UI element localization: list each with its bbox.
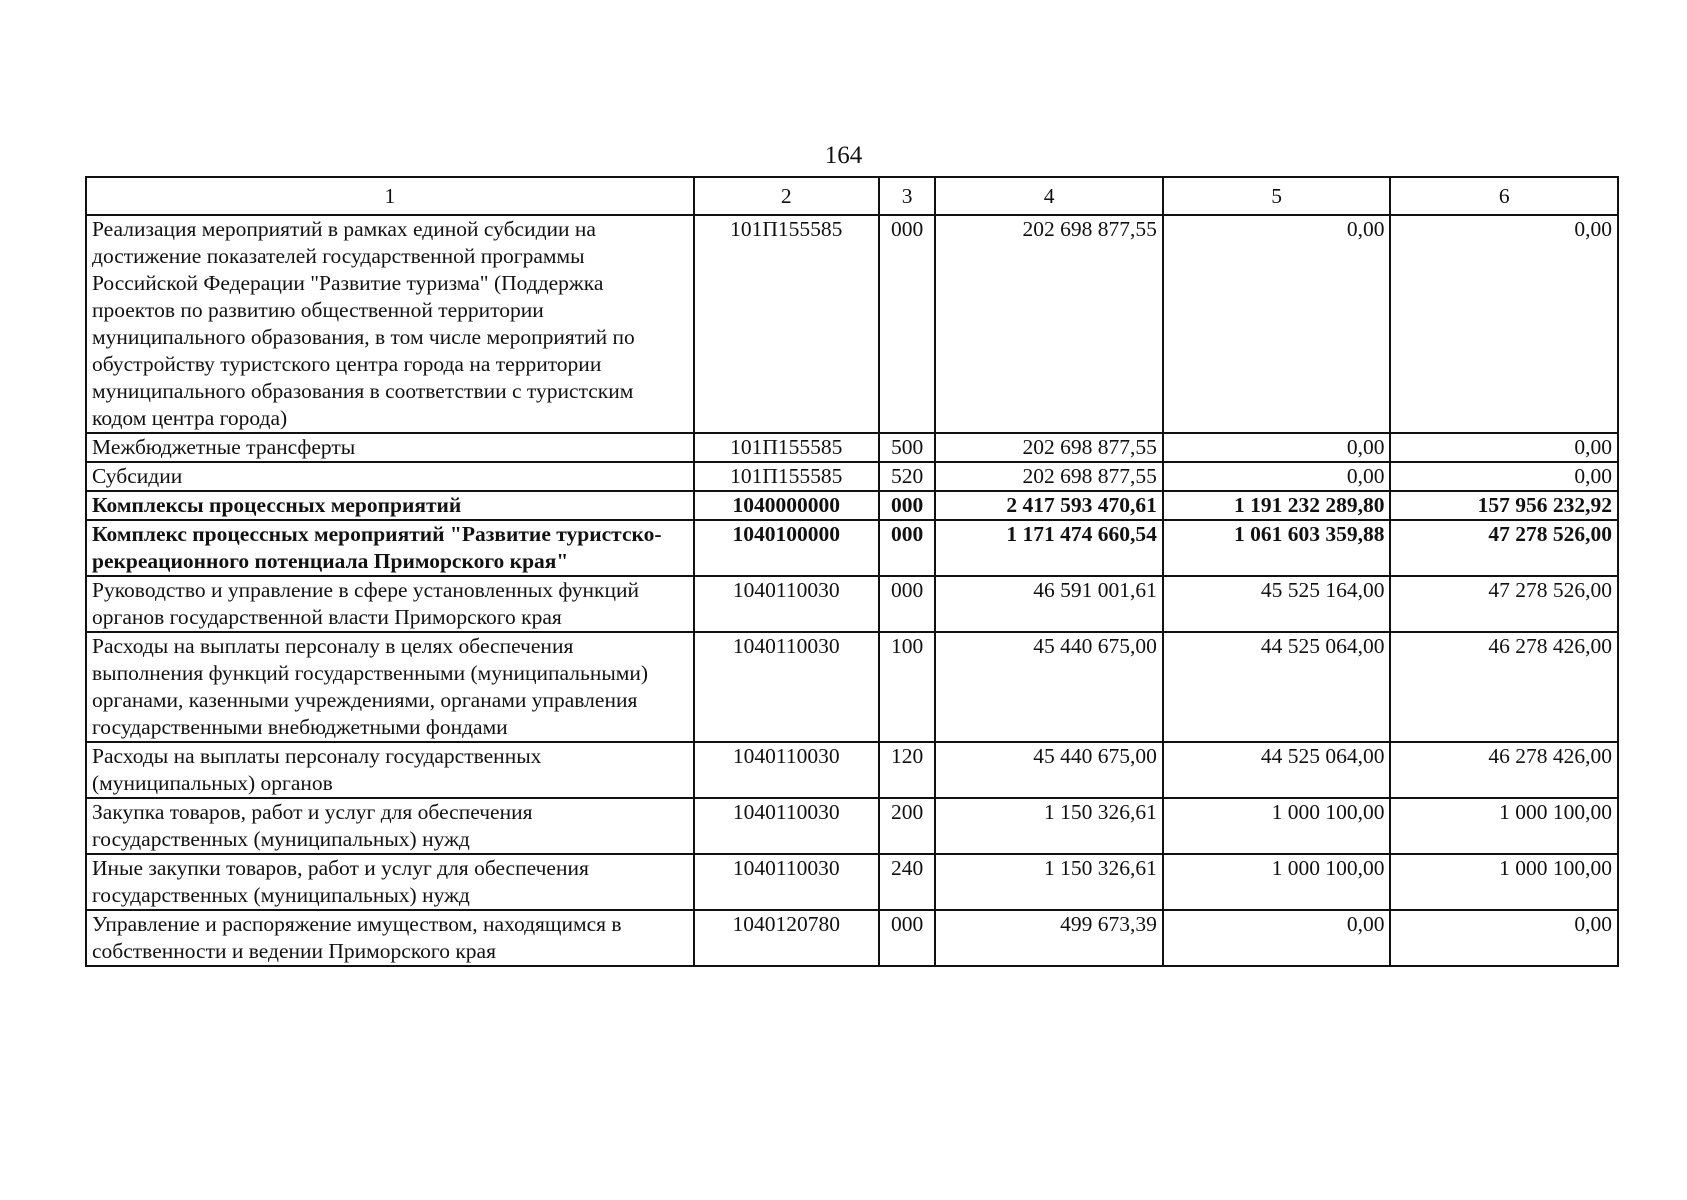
row-value-5: 1 000 100,00 [1163,798,1391,854]
table-row-bold [86,491,1618,520]
row-value-5: 0,00 [1163,215,1391,433]
table-row [86,433,1618,462]
row-code: 1040110030 [694,854,879,910]
row-code: 1040000000 [694,491,879,520]
row-code: 101П155585 [694,462,879,491]
row-value-4: 1 171 474 660,54 [935,520,1163,576]
row-name: Иные закупки товаров, работ и услуг для обеспечения государственных (муниципальных) нужд [86,854,694,910]
row-value-4: 45 440 675,00 [935,632,1163,742]
table-row [86,798,1618,854]
row-kvr: 000 [879,576,936,632]
table-row-bold [86,520,1618,576]
row-code: 1040110030 [694,742,879,798]
row-name: Руководство и управление в сфере установленных функций органов государственной власти Приморского края [86,576,694,632]
row-value-4: 202 698 877,55 [935,462,1163,491]
row-code: 101П155585 [694,433,879,462]
row-code: 1040110030 [694,798,879,854]
table-row [86,632,1618,742]
row-value-4: 2 417 593 470,61 [935,491,1163,520]
row-value-6: 0,00 [1390,462,1618,491]
row-value-6: 47 278 526,00 [1390,576,1618,632]
row-kvr: 500 [879,433,936,462]
table-row [86,215,1618,433]
row-kvr: 000 [879,215,936,433]
table-row [86,742,1618,798]
row-name: Расходы на выплаты персоналу в целях обеспечения выполнения функций государственными (муниципальными) органами, казенными учреждениями, органами управления государственными внебюджетными фондами [86,632,694,742]
row-value-5: 44 525 064,00 [1163,632,1391,742]
row-value-5: 0,00 [1163,910,1391,966]
row-value-6: 1 000 100,00 [1390,854,1618,910]
row-name: Расходы на выплаты персоналу государственных (муниципальных) органов [86,742,694,798]
budget-table [85,176,1619,967]
row-code: 1040100000 [694,520,879,576]
row-kvr: 000 [879,910,936,966]
row-name: Комплексы процессных мероприятий [86,491,694,520]
row-kvr: 120 [879,742,936,798]
row-value-6: 47 278 526,00 [1390,520,1618,576]
row-name: Комплекс процессных мероприятий "Развитие туристско-рекреационного потенциала Приморского края" [86,520,694,576]
row-code: 1040110030 [694,576,879,632]
header-row [86,177,1618,215]
row-value-6: 46 278 426,00 [1390,632,1618,742]
row-value-5: 1 000 100,00 [1163,854,1391,910]
row-kvr: 240 [879,854,936,910]
col-header-6: 6 [1390,177,1618,215]
row-value-6: 1 000 100,00 [1390,798,1618,854]
col-header-3: 3 [879,177,936,215]
col-header-2: 2 [694,177,879,215]
row-code: 1040110030 [694,632,879,742]
table-row [86,462,1618,491]
row-code: 101П155585 [694,215,879,433]
row-value-4: 499 673,39 [935,910,1163,966]
table-row [86,576,1618,632]
col-header-5: 5 [1163,177,1391,215]
row-value-4: 46 591 001,61 [935,576,1163,632]
row-value-4: 202 698 877,55 [935,433,1163,462]
row-value-6: 0,00 [1390,215,1618,433]
table-row [86,910,1618,966]
page-number: 164 [824,142,863,169]
col-header-1: 1 [86,177,694,215]
row-value-5: 0,00 [1163,462,1391,491]
row-kvr: 000 [879,520,936,576]
row-kvr: 200 [879,798,936,854]
col-header-4: 4 [935,177,1163,215]
row-value-5: 0,00 [1163,433,1391,462]
row-name: Межбюджетные трансферты [86,433,694,462]
row-value-6: 0,00 [1390,910,1618,966]
row-value-5: 1 191 232 289,80 [1163,491,1391,520]
row-name: Управление и распоряжение имуществом, находящимся в собственности и ведении Приморского края [86,910,694,966]
row-value-6: 0,00 [1390,433,1618,462]
row-code: 1040120780 [694,910,879,966]
table-row [86,854,1618,910]
row-value-4: 45 440 675,00 [935,742,1163,798]
row-value-5: 44 525 064,00 [1163,742,1391,798]
row-name: Субсидии [86,462,694,491]
row-value-5: 1 061 603 359,88 [1163,520,1391,576]
row-value-6: 46 278 426,00 [1390,742,1618,798]
row-kvr: 100 [879,632,936,742]
row-kvr: 000 [879,491,936,520]
row-value-4: 1 150 326,61 [935,798,1163,854]
row-name: Закупка товаров, работ и услуг для обеспечения государственных (муниципальных) нужд [86,798,694,854]
row-name: Реализация мероприятий в рамках единой субсидии на достижение показателей государственной программы Российской Федерации "Развитие туризма" (Поддержка проектов по развитию общественной территории муниципального образования, в том числе мероприятий по обустройству туристского центра города на территории муниципального образования в соответствии с туристским кодом центра города) [86,215,694,433]
row-value-4: 202 698 877,55 [935,215,1163,433]
row-value-6: 157 956 232,92 [1390,491,1618,520]
row-kvr: 520 [879,462,936,491]
row-value-4: 1 150 326,61 [935,854,1163,910]
row-value-5: 45 525 164,00 [1163,576,1391,632]
